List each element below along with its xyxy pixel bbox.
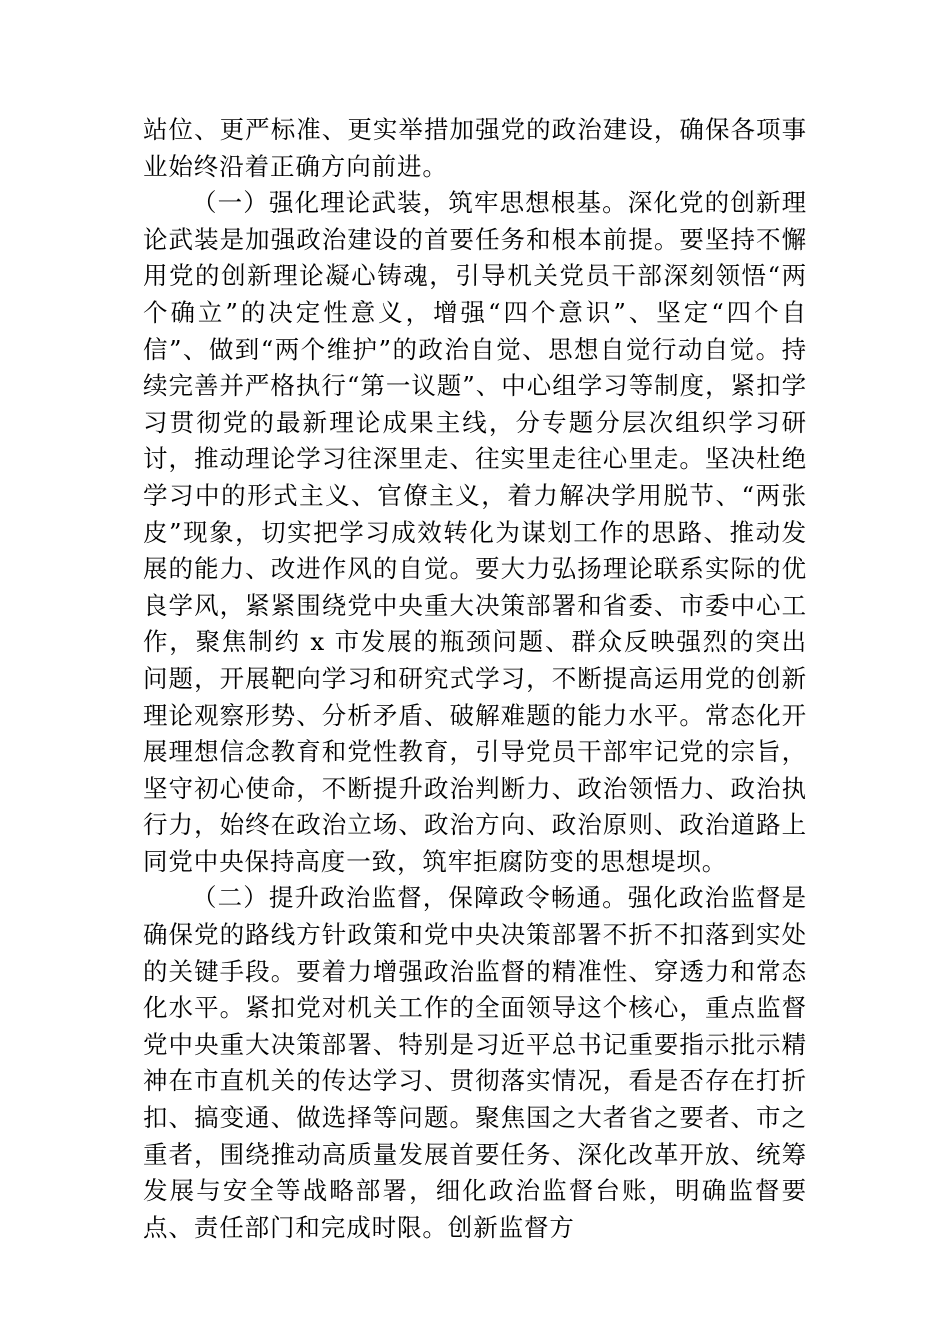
paragraph-section-two: （二）提升政治监督，保障政令畅通。强化政治监督是确保党的路线方针政策和党中央决策部署不折不扣落到实处的关键手段。要着力增强政治监督的精准性、穿透力和常态化水平。紧扣党对机关工作的全面领导这个核心，重点监督党中央重大决策部署、特别是习近平总书记重要指示批示精神在市直机关的传达学习、贯彻落实情况，看是否存在打折扣、搞变通、做选择等问题。聚焦国之大者省之要者、市之重者，围绕推动高质量发展首要任务、深化改革开放、统筹发展与安全等战略部署，细化政治监督台账，明确监督要点、责任部门和完成时限。创新监督方 — [143, 883, 807, 1242]
document-page — [143, 112, 807, 1246]
paragraph-section-one: （一）强化理论武装，筑牢思想根基。深化党的创新理论武装是加强政治建设的首要任务和根本前提。要坚持不懈用党的创新理论凝心铸魂，引导机关党员干部深刻领悟“两个确立”的决定性意义，增强“四个意识”、坚定“四个自信”、做到“两个维护”的政治自觉、思想自觉行动自觉。持续完善并严格执行“第一议题”、中心组学习等制度，紧扣学习贯彻党的最新理论成果主线，分专题分层次组织学习研讨，推动理论学习往深里走、往实里走往心里走。坚决杜绝学习中的形式主义、官僚主义，着力解决学用脱节、“两张皮”现象，切实把学习成效转化为谋划工作的思路、推动发展的能力、改进作风的自觉。要大力弘扬理论联系实际的优良学风，紧紧围绕党中央重大决策部署和省委、市委中心工作，聚焦制约 x 市发展的瓶颈问题、群众反映强烈的突出问题，开展靶向学习和研究式学习，不断提高运用党的创新理论观察形势、分析矛盾、破解难题的能力水平。常态化开展理想信念教育和党性教育，引导党员干部牢记党的宗旨，坚守初心使命，不断提升政治判断力、政治领悟力、政治执行力，始终在政治立场、政治方向、政治原则、政治道路上同党中央保持高度一致，筑牢拒腐防变的思想堤坝。 — [143, 188, 807, 876]
paragraph-continuation: 站位、更严标准、更实举措加强党的政治建设，确保各项事业始终沿着正确方向前进。 — [143, 115, 807, 181]
